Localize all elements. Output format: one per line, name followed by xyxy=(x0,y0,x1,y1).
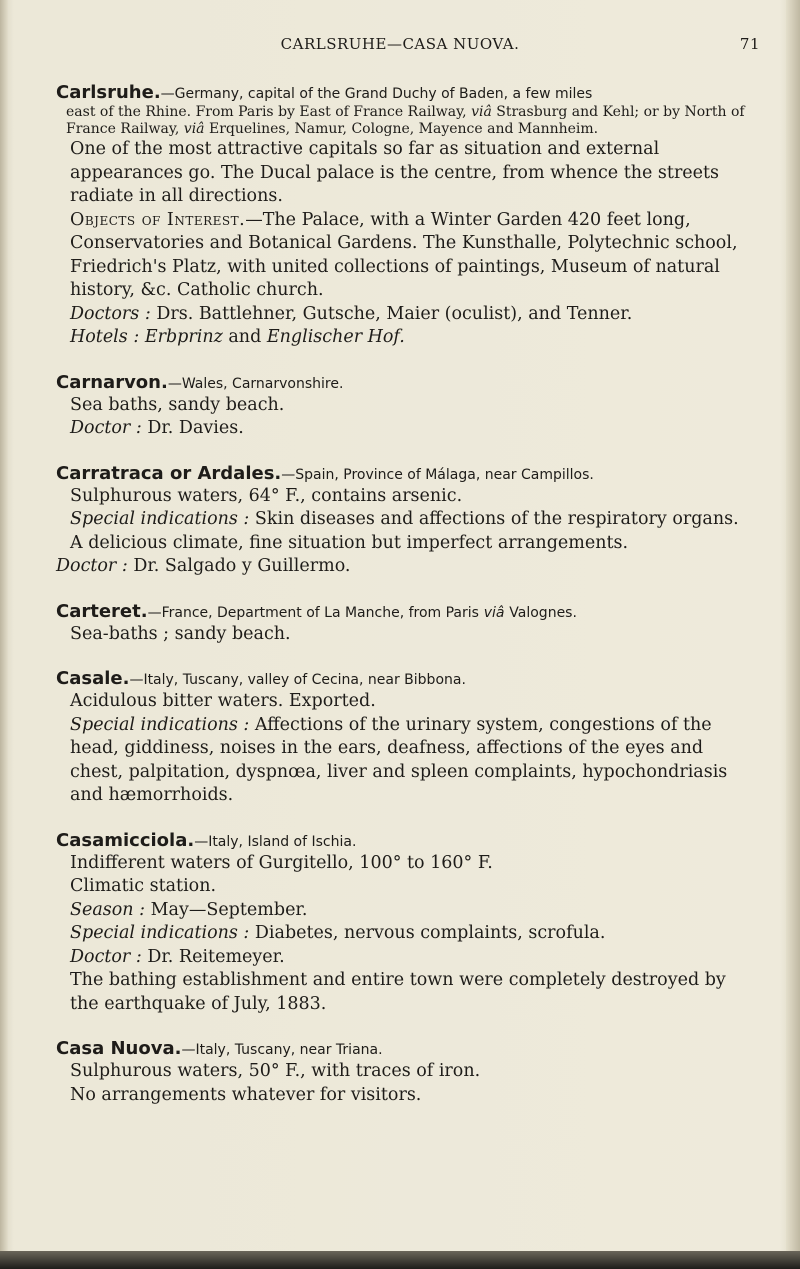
indications-text: Affections of the urinary system, congestions of the head, giddiness, noises in the ears, deafness, affections of the eyes and chest, palpitation, dyspnœa, liver and spleen complaints, hypochondriasis and hæmorrhoids. xyxy=(70,714,728,805)
entry-indications xyxy=(56,922,756,946)
entry-waters: Sulphurous waters, 64° F., contains arsenic. xyxy=(70,485,463,506)
entry-route xyxy=(66,104,756,138)
season-label: Season : xyxy=(70,899,146,920)
entry-heading xyxy=(56,602,756,623)
entry-location: —Spain, Province of Málaga, near Campillos. xyxy=(281,466,594,483)
indications-text: Skin diseases and affections of the respiratory organs. xyxy=(249,509,739,529)
doctor-text: Dr. Davies. xyxy=(141,418,244,438)
entry-heading xyxy=(56,373,756,394)
entry-doctor xyxy=(56,946,756,970)
entry-heading xyxy=(56,83,756,104)
page-bottom-edge xyxy=(0,1251,800,1269)
entry-arrangements: No arrangements whatever for visitors. xyxy=(70,1084,422,1105)
entry-heading xyxy=(56,1039,756,1060)
entry-location: —Italy, Tuscany, near Triana. xyxy=(181,1042,383,1058)
entry-location-2: Valognes. xyxy=(509,604,577,621)
entry-doctor xyxy=(56,417,756,441)
running-head-title: CARLSRUHE—CASA NUOVA. xyxy=(280,35,520,53)
indications-label: Special indications : xyxy=(70,714,250,735)
entry-location: —Italy, Island of Ischia. xyxy=(194,833,357,850)
entry-casamicciola xyxy=(56,831,756,1017)
route-text: Strasburg and Kehl; or by North of France Railway, xyxy=(66,104,745,137)
route-via: viâ xyxy=(471,104,492,120)
indications-label: Special indications : xyxy=(70,923,250,943)
entry-station: Climatic station. xyxy=(70,876,217,896)
entry-waters: Indifferent waters of Gurgitello, 100° to 160° F. xyxy=(70,852,493,873)
entry-doctor xyxy=(56,555,756,579)
entry-location: —Germany, capital of the Grand Duchy of Baden, a few miles xyxy=(160,86,593,102)
entry-heading xyxy=(56,831,756,852)
page-edge-shadow xyxy=(786,0,800,1269)
doctor-label: Doctor : xyxy=(56,556,128,576)
entry-casa-nuova xyxy=(56,1039,756,1107)
route-text: Erquelines, Namur, Cologne, Mayence and Mannheim. xyxy=(208,121,599,137)
entry-carteret xyxy=(56,602,756,647)
hotels-label: Hotels : xyxy=(70,327,140,347)
page-number: 71 xyxy=(739,35,760,53)
running-head xyxy=(40,35,760,59)
entry-carnarvon xyxy=(56,373,756,441)
entry-name: Carratraca or Ardales. xyxy=(56,462,282,484)
entry-description: Sea baths, sandy beach. xyxy=(70,394,285,415)
route-via: viâ xyxy=(183,121,205,137)
page-text xyxy=(56,83,756,1130)
doctor-text: Dr. Reitemeyer. xyxy=(141,946,285,967)
objects-label: Objects of Interest. xyxy=(70,209,246,230)
entry-doctors xyxy=(56,303,756,327)
entry-hotels xyxy=(56,326,756,350)
entry-name: Casa Nuova. xyxy=(56,1038,182,1059)
hotel-name: Erbprinz xyxy=(144,327,223,347)
indications-label: Special indications : xyxy=(70,509,250,529)
doctor-text: Dr. Salgado y Guillermo. xyxy=(127,556,351,576)
entry-name: Carteret. xyxy=(56,600,148,622)
entry-casale xyxy=(56,669,756,808)
entry-name: Carnarvon. xyxy=(56,371,168,393)
entry-via: viâ xyxy=(483,604,505,621)
entry-heading xyxy=(56,669,756,690)
entry-waters: Sulphurous waters, 50° F., with traces of iron. xyxy=(70,1061,481,1081)
hotel-name: Englischer Hof. xyxy=(266,327,405,347)
entry-carratraca xyxy=(56,464,756,579)
entry-note: The bathing establishment and entire town were completely destroyed by the earthquake of July, 1883. xyxy=(70,970,726,1014)
doctor-label: Doctor : xyxy=(70,946,142,967)
page-gutter-shadow xyxy=(0,0,8,1269)
season-text: May—September. xyxy=(145,899,308,920)
entry-carlsruhe xyxy=(56,83,756,350)
entry-description: Sea-baths ; sandy beach. xyxy=(70,623,291,644)
doctors-label: Doctors : xyxy=(70,303,151,324)
entry-location: —Italy, Tuscany, valley of Cecina, near Bibbona. xyxy=(129,672,466,688)
doctor-label: Doctor : xyxy=(70,418,142,438)
entry-indications xyxy=(56,714,756,808)
entry-name: Casale. xyxy=(56,668,130,689)
entry-name: Casamicciola. xyxy=(56,829,195,851)
entry-heading xyxy=(56,464,756,485)
entry-location: —France, Department of La Manche, from Paris xyxy=(147,604,479,621)
entry-name: Carlsruhe. xyxy=(56,82,161,103)
route-text: east of the Rhine. From Paris by East of France Railway, xyxy=(66,104,467,120)
entry-climate: A delicious climate, fine situation but imperfect arrangements. xyxy=(70,532,629,553)
entry-season xyxy=(56,899,756,923)
entry-description: One of the most attractive capitals so far as situation and external appearances go. The Ducal palace is the centre, from whence the streets radiate in all directions. xyxy=(70,139,720,206)
doctors-text: Drs. Battlehner, Gutsche, Maier (oculist), and Tenner. xyxy=(150,303,633,324)
entry-location: —Wales, Carnarvonshire. xyxy=(167,375,344,392)
entry-indications xyxy=(56,508,756,532)
entry-waters: Acidulous bitter waters. Exported. xyxy=(70,691,376,711)
indications-text: Diabetes, nervous complaints, scrofula. xyxy=(249,923,606,943)
entry-objects xyxy=(56,209,756,303)
objects-text: —The Palace, with a Winter Garden 420 feet long, Conservatories and Botanical Gardens. The Kunsthalle, Polytechnic school, Friedrich's Platz, with united collections of paintings, Museum of natural history, &c. Catholic church. xyxy=(70,209,738,300)
hotels-conjunction: and xyxy=(222,327,267,347)
